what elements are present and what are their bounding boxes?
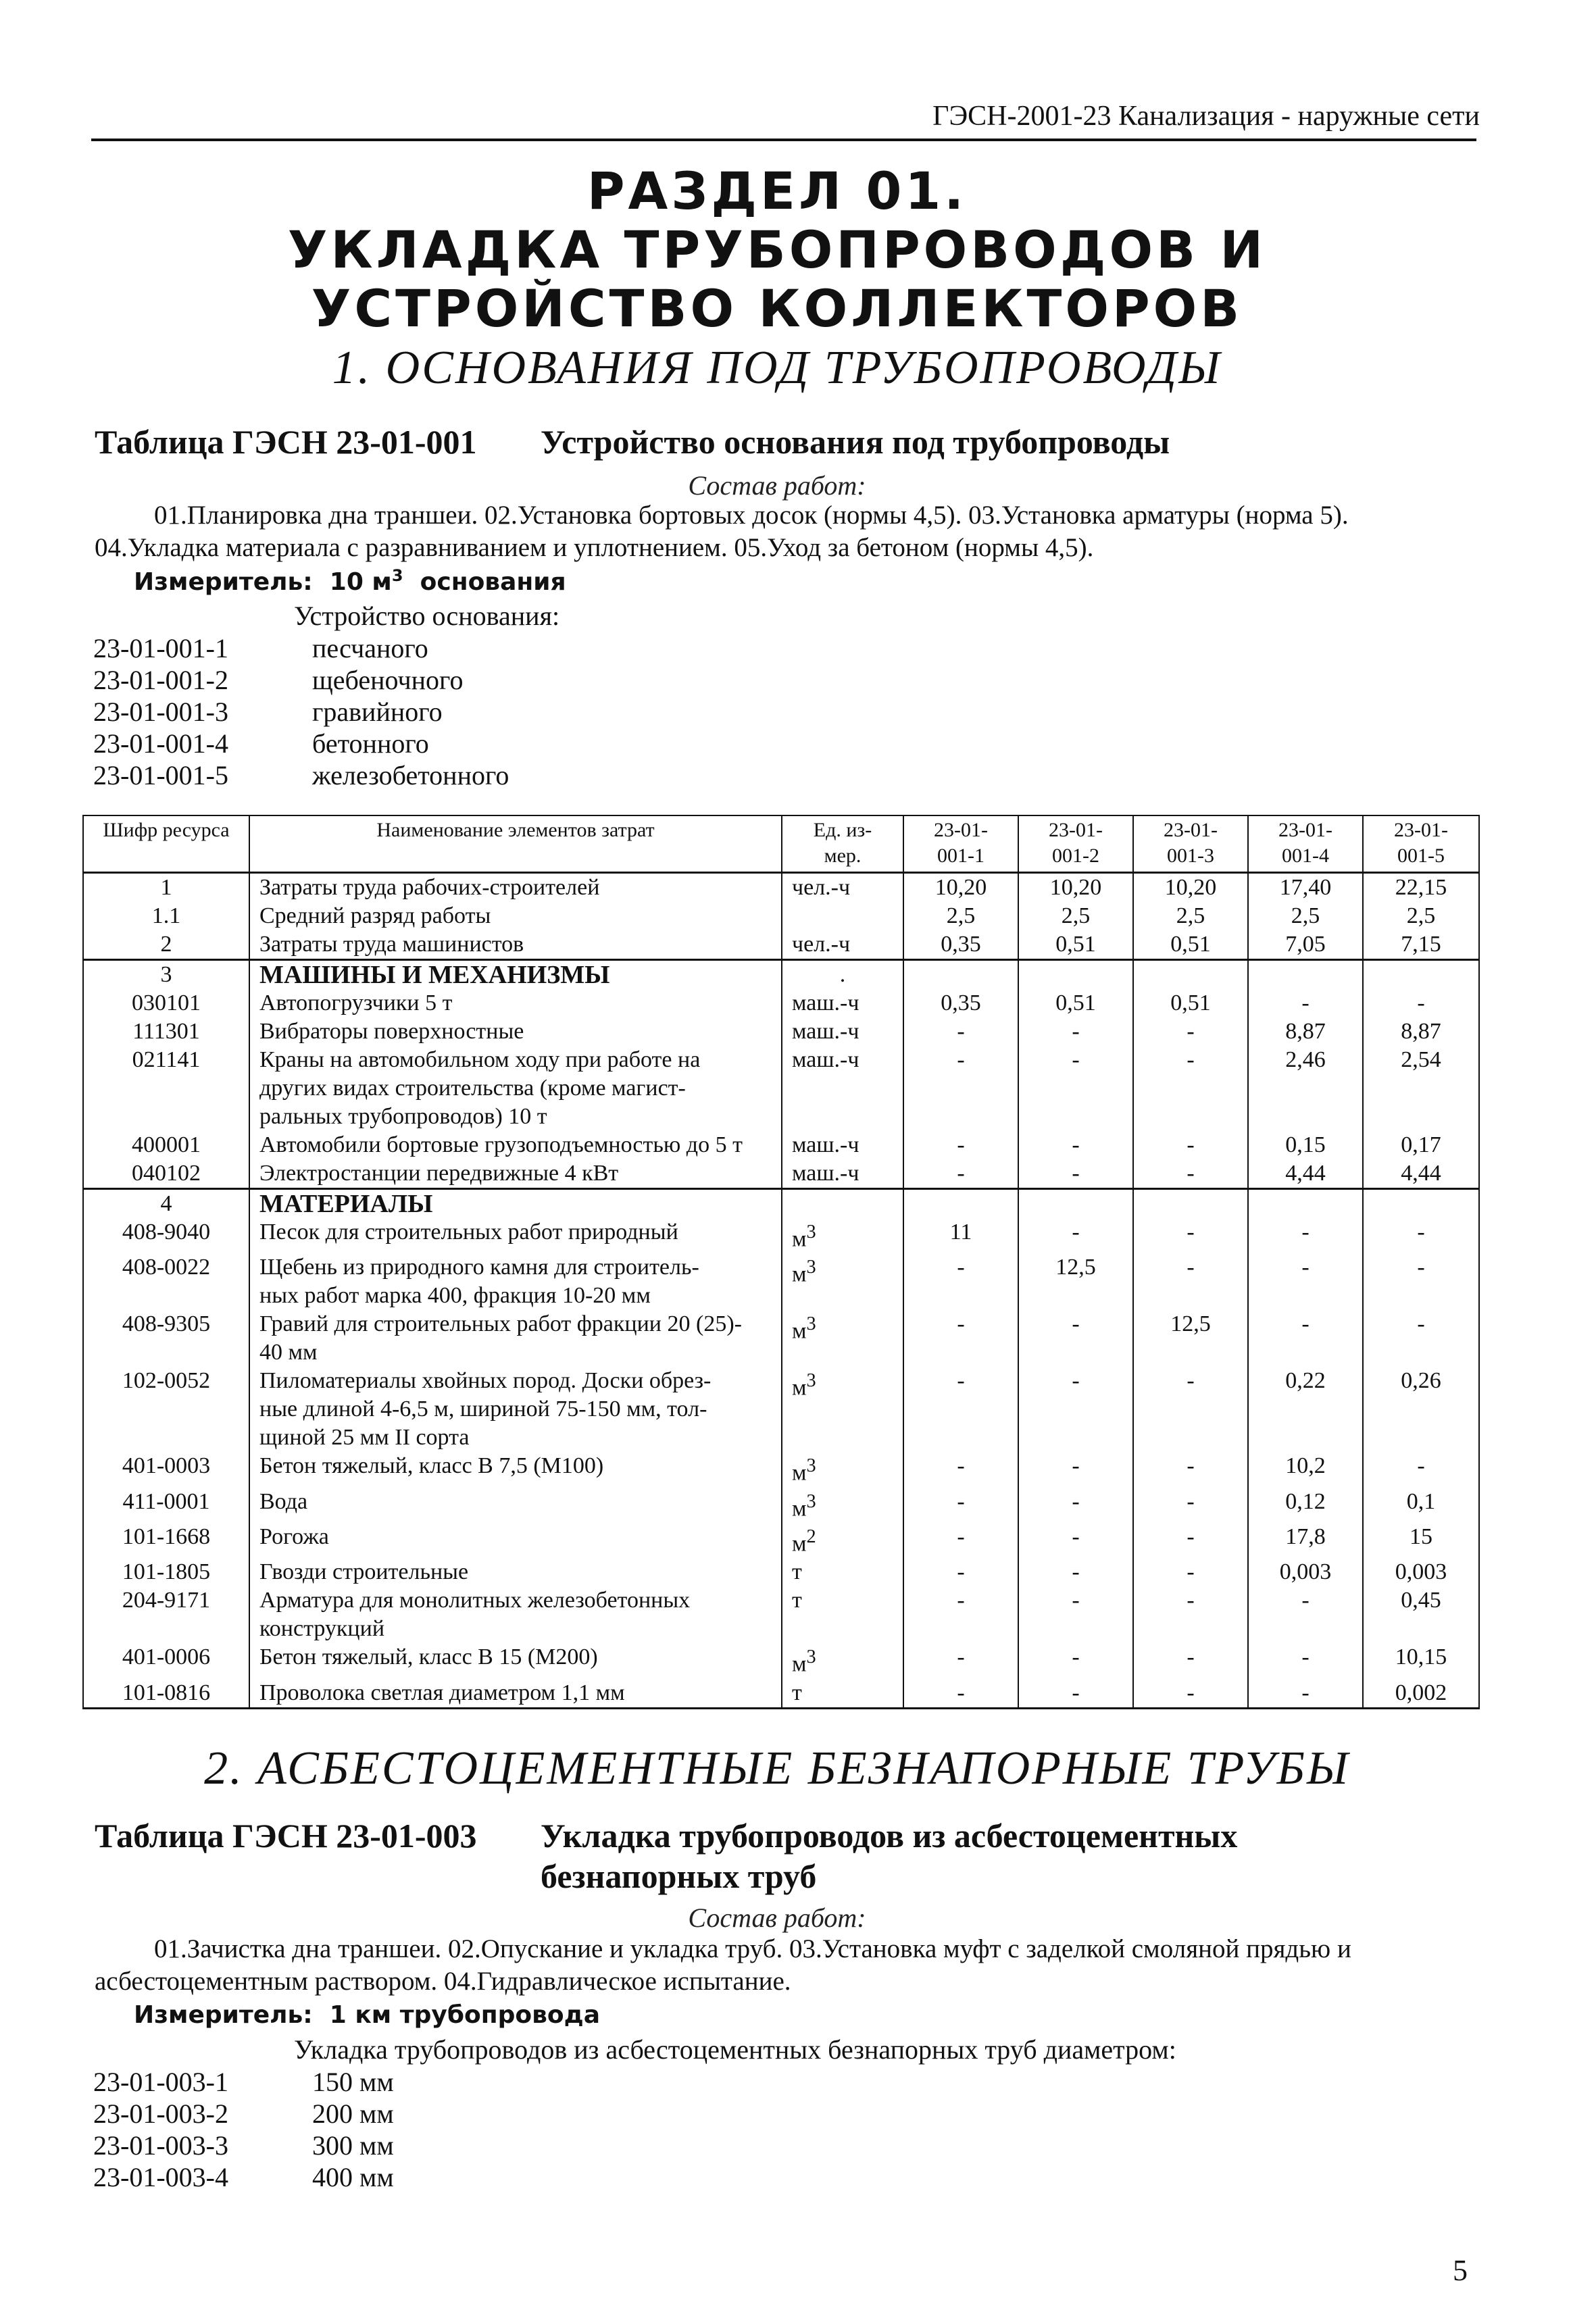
value-cell: - <box>903 1452 1018 1487</box>
resource-code-cell: 408-9305 <box>83 1310 249 1367</box>
value-cell: - <box>1018 1046 1133 1131</box>
value-cell: 22,15 <box>1363 873 1479 903</box>
table-row <box>83 1159 1479 1189</box>
resource-name-cell: Электростанции передвижные 4 кВт <box>249 1159 782 1189</box>
unit-cell: т <box>782 1558 903 1586</box>
norm-code: 23-01-001-1 <box>93 633 228 663</box>
value-cell: 0,17 <box>1363 1131 1479 1159</box>
value-cell: - <box>903 1310 1018 1367</box>
value-cell: 0,003 <box>1363 1558 1479 1586</box>
section-title-line1: РАЗДЕЛ 01. <box>587 161 968 221</box>
value-cell: - <box>1133 1523 1248 1558</box>
value-cell: 0,51 <box>1133 989 1248 1017</box>
resource-name-cell: Рогожа <box>249 1523 782 1558</box>
unit-cell: маш.-ч <box>782 1046 903 1131</box>
resource-code-cell: 101-1805 <box>83 1558 249 1586</box>
value-cell: 10,20 <box>903 873 1018 903</box>
value-cell: . <box>782 960 903 990</box>
resource-name-cell: Гвозди строительные <box>249 1558 782 1586</box>
resource-name-cell: Затраты труда машинистов <box>249 930 782 960</box>
resource-name-cell: Гравий для строительных работ фракции 20 (25)- 40 мм <box>249 1310 782 1367</box>
group-heading-cell: МАТЕРИАЛЫ <box>249 1189 782 1219</box>
table-row <box>83 1586 1479 1643</box>
value-cell: - <box>1248 1253 1363 1310</box>
norm-code: 23-01-001-3 <box>93 697 228 727</box>
table-row <box>83 1643 1479 1678</box>
unit-cell: маш.-ч <box>782 1131 903 1159</box>
value-cell: - <box>1133 1643 1248 1678</box>
value-cell: 0,51 <box>1018 930 1133 960</box>
resource-name-cell <box>1018 960 1133 990</box>
value-cell: - <box>1248 989 1363 1017</box>
value-cell: - <box>903 1643 1018 1678</box>
value-cell: - <box>1363 989 1479 1017</box>
resource-code-cell: 1.1 <box>83 902 249 930</box>
value-cell: - <box>903 1488 1018 1523</box>
unit-cell <box>782 902 903 930</box>
table2-measure <box>134 2001 600 2029</box>
resource-name-cell: Щебень из природного камня для строитель- ных работ марка 400, фракция 10-20 мм <box>249 1253 782 1310</box>
value-cell: 17,8 <box>1248 1523 1363 1558</box>
unit-cell: чел.-ч <box>782 873 903 903</box>
value-cell: - <box>1133 1452 1248 1487</box>
value-cell: 2,5 <box>1018 902 1133 930</box>
value-cell: - <box>1018 1558 1133 1586</box>
value-cell: - <box>903 1253 1018 1310</box>
resource-code-cell: 030101 <box>83 989 249 1017</box>
unit-cell: $м^3$ <box>782 1488 903 1523</box>
value-cell: 2,5 <box>1248 902 1363 930</box>
unit-cell: маш.-ч <box>782 1159 903 1189</box>
value-cell: 2,54 <box>1363 1046 1479 1131</box>
table-row <box>83 930 1479 960</box>
norm-code: 23-01-001-4 <box>93 728 228 759</box>
norm-code: 23-01-003-2 <box>93 2098 228 2129</box>
value-cell: - <box>1018 1367 1133 1452</box>
value-cell: - <box>1133 1218 1248 1253</box>
value-cell: - <box>1018 1643 1133 1678</box>
resource-code-cell: 408-9040 <box>83 1218 249 1253</box>
table-row <box>83 1310 1479 1367</box>
resource-name-cell: Бетон тяжелый, класс В 7,5 (М100) <box>249 1452 782 1487</box>
norm-name: гравийного <box>312 697 443 727</box>
value-cell: - <box>1133 1586 1248 1643</box>
value-cell: 4,44 <box>1363 1159 1479 1189</box>
value-cell: 0,35 <box>903 930 1018 960</box>
resource-code-cell: 101-0816 <box>83 1679 249 1709</box>
value-cell: - <box>903 1558 1018 1586</box>
value-cell: - <box>1018 1218 1133 1253</box>
table-row <box>83 1367 1479 1452</box>
value-cell: - <box>1248 1643 1363 1678</box>
table-header-row <box>83 815 1479 873</box>
unit-cell: $м^3$ <box>782 1643 903 1678</box>
resource-code-cell: 204-9171 <box>83 1586 249 1643</box>
value-cell: 0,003 <box>1248 1558 1363 1586</box>
table1-composition-line2: 04.Укладка материала с разравниванием и уплотнением. 05.Уход за бетоном (нормы 4,5). <box>95 533 1094 562</box>
table1-norms-heading: Устройство основания: <box>294 601 560 631</box>
value-cell: - <box>1133 1367 1248 1452</box>
value-cell: - <box>903 1159 1018 1189</box>
table1-composition-line1: 01.Планировка дна траншеи. 02.Установка бортовых досок (нормы 4,5). 03.Установка арматуры (норма 5). <box>154 501 1349 530</box>
value-cell: - <box>1133 1253 1248 1310</box>
norm-code: 23-01-003-1 <box>93 2067 228 2097</box>
resource-name-cell <box>1363 1189 1479 1219</box>
value-cell: - <box>903 1679 1018 1709</box>
value-cell: - <box>1018 1310 1133 1367</box>
table2-composition-line1: 01.Зачистка дна траншеи. 02.Опускание и укладка труб. 03.Установка муфт с заделкой смоляной прядью и <box>154 1934 1351 1963</box>
table-row <box>83 1488 1479 1523</box>
value-cell: 10,15 <box>1363 1643 1479 1678</box>
value-cell: - <box>1133 1488 1248 1523</box>
resource-code-cell: 040102 <box>83 1159 249 1189</box>
table2-composition-label: Состав работ: <box>688 1903 866 1933</box>
value-cell: 4,44 <box>1248 1159 1363 1189</box>
value-cell: - <box>903 1586 1018 1643</box>
value-cell: - <box>1018 1679 1133 1709</box>
resource-code-cell: 3 <box>83 960 249 990</box>
unit-cell: $м^2$ <box>782 1523 903 1558</box>
table2-composition-line2: асбестоцементным раствором. 04.Гидравлическое испытание. <box>95 1967 791 1996</box>
value-cell: - <box>1018 1488 1133 1523</box>
value-cell: 12,5 <box>1018 1253 1133 1310</box>
unit-cell: т <box>782 1586 903 1643</box>
value-cell: 10,2 <box>1248 1452 1363 1487</box>
resource-code-cell: 411-0001 <box>83 1488 249 1523</box>
value-cell: - <box>1133 1017 1248 1046</box>
value-cell: - <box>1248 1586 1363 1643</box>
table-row <box>83 989 1479 1017</box>
value-cell: - <box>1133 1558 1248 1586</box>
table2-name-line2: безнапорных труб <box>541 1857 817 1895</box>
value-cell: - <box>1363 1218 1479 1253</box>
value-cell: 10,20 <box>1133 873 1248 903</box>
value-cell: 2,5 <box>903 902 1018 930</box>
resource-name-cell <box>1018 1189 1133 1219</box>
header-name: Наименование элементов затрат <box>249 815 782 873</box>
table-row <box>83 1131 1479 1159</box>
resource-code-cell: 1 <box>83 873 249 903</box>
resource-name-cell <box>1248 1189 1363 1219</box>
resource-code-cell: 111301 <box>83 1017 249 1046</box>
resource-code-cell: 102-0052 <box>83 1367 249 1452</box>
norm-name: 400 мм <box>312 2162 394 2192</box>
resource-name-cell: Средний разряд работы <box>249 902 782 930</box>
measure-sup: 3 <box>391 566 403 585</box>
table-row <box>83 873 1479 903</box>
table1-composition-label: Состав работ: <box>688 470 866 501</box>
resource-name-cell: Пиломатериалы хвойных пород. Доски обрез- ные длиной 4-6,5 м, шириной 75-150 мм, тол- щиной 25 мм II сорта <box>249 1367 782 1452</box>
norm-name: железобетонного <box>312 760 509 790</box>
value-cell: 7,05 <box>1248 930 1363 960</box>
unit-cell: маш.-ч <box>782 989 903 1017</box>
value-cell: - <box>1363 1310 1479 1367</box>
value-cell: - <box>903 1523 1018 1558</box>
value-cell: 8,87 <box>1248 1017 1363 1046</box>
value-cell: - <box>1248 1679 1363 1709</box>
resource-code-cell: 2 <box>83 930 249 960</box>
table-row <box>83 1558 1479 1586</box>
value-cell: - <box>903 1017 1018 1046</box>
value-cell: - <box>1133 1131 1248 1159</box>
value-cell: 10,20 <box>1018 873 1133 903</box>
value-cell: - <box>903 1131 1018 1159</box>
unit-cell: $м^3$ <box>782 1452 903 1487</box>
header-col-1: 23-01- 001-1 <box>903 815 1018 873</box>
value-cell: 0,51 <box>1018 989 1133 1017</box>
resource-name-cell <box>782 1189 903 1219</box>
resource-table <box>82 815 1480 1709</box>
norm-code: 23-01-003-4 <box>93 2162 228 2192</box>
resource-name-cell: Краны на автомобильном ходу при работе на других видах строительства (кроме магист- ральных трубопроводов) 10 т <box>249 1046 782 1131</box>
value-cell: 0,15 <box>1248 1131 1363 1159</box>
header-col-2: 23-01- 001-2 <box>1018 815 1133 873</box>
value-cell: - <box>1018 1452 1133 1487</box>
header-col-4: 23-01- 001-4 <box>1248 815 1363 873</box>
unit-cell: маш.-ч <box>782 1017 903 1046</box>
table-row <box>83 1218 1479 1253</box>
resource-name-cell: Проволока светлая диаметром 1,1 мм <box>249 1679 782 1709</box>
table2-norms-heading: Укладка трубопроводов из асбестоцементных безнапорных труб диаметром: <box>294 2034 1176 2065</box>
table1-label: Таблица ГЭСН 23-01-001 <box>95 423 477 461</box>
group-heading-cell: МАШИНЫ И МЕХАНИЗМЫ <box>249 960 782 990</box>
value-cell: - <box>1018 1523 1133 1558</box>
header-col-5: 23-01- 001-5 <box>1363 815 1479 873</box>
resource-name-cell: Автомобили бортовые грузоподъемностью до 5 т <box>249 1131 782 1159</box>
value-cell: - <box>1248 1218 1363 1253</box>
unit-cell: $м^3$ <box>782 1253 903 1310</box>
header-code: Шифр ресурса <box>83 815 249 873</box>
measure-value: 10 м <box>329 568 392 596</box>
header-col-3: 23-01- 001-3 <box>1133 815 1248 873</box>
table-row <box>83 1679 1479 1709</box>
value-cell: 17,40 <box>1248 873 1363 903</box>
unit-cell: $м^3$ <box>782 1367 903 1452</box>
resource-code-cell: 4 <box>83 1189 249 1219</box>
value-cell: - <box>1363 1452 1479 1487</box>
norm-name: 200 мм <box>312 2098 394 2129</box>
value-cell: 0,12 <box>1248 1488 1363 1523</box>
resource-name-cell: Бетон тяжелый, класс В 15 (М200) <box>249 1643 782 1678</box>
value-cell: - <box>1018 1017 1133 1046</box>
running-header: ГЭСН-2001-23 Канализация - наружные сети <box>932 101 1480 132</box>
norm-name: песчаного <box>312 633 428 663</box>
table-row <box>83 960 1479 990</box>
value-cell: - <box>1018 1586 1133 1643</box>
resource-name-cell <box>903 960 1018 990</box>
value-cell: - <box>1133 1679 1248 1709</box>
measure-value: 1 км трубопровода <box>329 2001 600 2029</box>
table2-name-line1: Укладка трубопроводов из асбестоцементных <box>541 1817 1238 1855</box>
norm-name: щебеночного <box>312 665 464 695</box>
resource-code-cell: 101-1668 <box>83 1523 249 1558</box>
norm-code: 23-01-003-3 <box>93 2130 228 2161</box>
unit-cell: т <box>782 1679 903 1709</box>
norm-code: 23-01-001-5 <box>93 760 228 790</box>
header-unit: Ед. из- мер. <box>782 815 903 873</box>
value-cell: 7,15 <box>1363 930 1479 960</box>
resource-name-cell: Затраты труда рабочих-строителей <box>249 873 782 903</box>
table1-name: Устройство основания под трубопроводы <box>541 423 1170 461</box>
value-cell: 2,5 <box>1133 902 1248 930</box>
measure-prefix: Измеритель: <box>134 568 313 596</box>
value-cell: - <box>1133 1046 1248 1131</box>
resource-code-cell: 401-0006 <box>83 1643 249 1678</box>
value-cell: 0,002 <box>1363 1679 1479 1709</box>
table-row <box>83 1189 1479 1219</box>
table1-measure <box>134 566 566 596</box>
value-cell: - <box>1248 1310 1363 1367</box>
table-row <box>83 1253 1479 1310</box>
resource-name-cell <box>1133 1189 1248 1219</box>
resource-name-cell <box>1363 960 1479 990</box>
table2-label: Таблица ГЭСН 23-01-003 <box>95 1817 477 1855</box>
resource-name-cell <box>903 1189 1018 1219</box>
resource-code-cell: 400001 <box>83 1131 249 1159</box>
measure-suffix: основания <box>420 568 566 596</box>
value-cell: 8,87 <box>1363 1017 1479 1046</box>
value-cell: - <box>903 1367 1018 1452</box>
measure-prefix: Измеритель: <box>134 2001 313 2029</box>
norm-name: бетонного <box>312 728 429 759</box>
norm-name: 300 мм <box>312 2130 394 2161</box>
section-title-line3: УСТРОЙСТВО КОЛЛЕКТОРОВ <box>311 278 1243 338</box>
unit-cell: $м^3$ <box>782 1310 903 1367</box>
value-cell: 12,5 <box>1133 1310 1248 1367</box>
resource-name-cell: Песок для строительных работ природный <box>249 1218 782 1253</box>
value-cell: 2,46 <box>1248 1046 1363 1131</box>
value-cell: - <box>1018 1131 1133 1159</box>
norm-name: 150 мм <box>312 2067 394 2097</box>
subsection2-title: 2. АСБЕСТОЦЕМЕНТНЫЕ БЕЗНАПОРНЫЕ ТРУБЫ <box>204 1742 1350 1794</box>
table-row <box>83 1017 1479 1046</box>
value-cell: 2,5 <box>1363 902 1479 930</box>
resource-code-cell: 408-0022 <box>83 1253 249 1310</box>
value-cell: - <box>1018 1159 1133 1189</box>
resource-name-cell: Вода <box>249 1488 782 1523</box>
resource-name-cell <box>1248 960 1363 990</box>
table-row <box>83 1452 1479 1487</box>
resource-name-cell: Вибраторы поверхностные <box>249 1017 782 1046</box>
value-cell: 0,45 <box>1363 1586 1479 1643</box>
value-cell: 15 <box>1363 1523 1479 1558</box>
section-title-line2: УКЛАДКА ТРУБОПРОВОДОВ И <box>287 220 1267 280</box>
value-cell: 0,1 <box>1363 1488 1479 1523</box>
resource-name-cell: Автопогрузчики 5 т <box>249 989 782 1017</box>
value-cell: 0,26 <box>1363 1367 1479 1452</box>
page-number: 5 <box>1453 2254 1468 2287</box>
norm-code: 23-01-001-2 <box>93 665 228 695</box>
value-cell: 0,22 <box>1248 1367 1363 1452</box>
value-cell: 11 <box>903 1218 1018 1253</box>
table-row <box>83 902 1479 930</box>
value-cell: - <box>1363 1253 1479 1310</box>
resource-code-cell: 401-0003 <box>83 1452 249 1487</box>
resource-code-cell: 021141 <box>83 1046 249 1131</box>
table-row <box>83 1046 1479 1131</box>
table-row <box>83 1523 1479 1558</box>
unit-cell: чел.-ч <box>782 930 903 960</box>
value-cell: - <box>1133 1159 1248 1189</box>
subsection1-title: 1. ОСНОВАНИЯ ПОД ТРУБОПРОВОДЫ <box>332 342 1222 394</box>
unit-cell: $м^3$ <box>782 1218 903 1253</box>
value-cell: 0,35 <box>903 989 1018 1017</box>
resource-name-cell <box>1133 960 1248 990</box>
value-cell: - <box>903 1046 1018 1131</box>
header-rule <box>91 139 1476 141</box>
resource-name-cell: Арматура для монолитных железобетонных конструкций <box>249 1586 782 1643</box>
value-cell: 0,51 <box>1133 930 1248 960</box>
